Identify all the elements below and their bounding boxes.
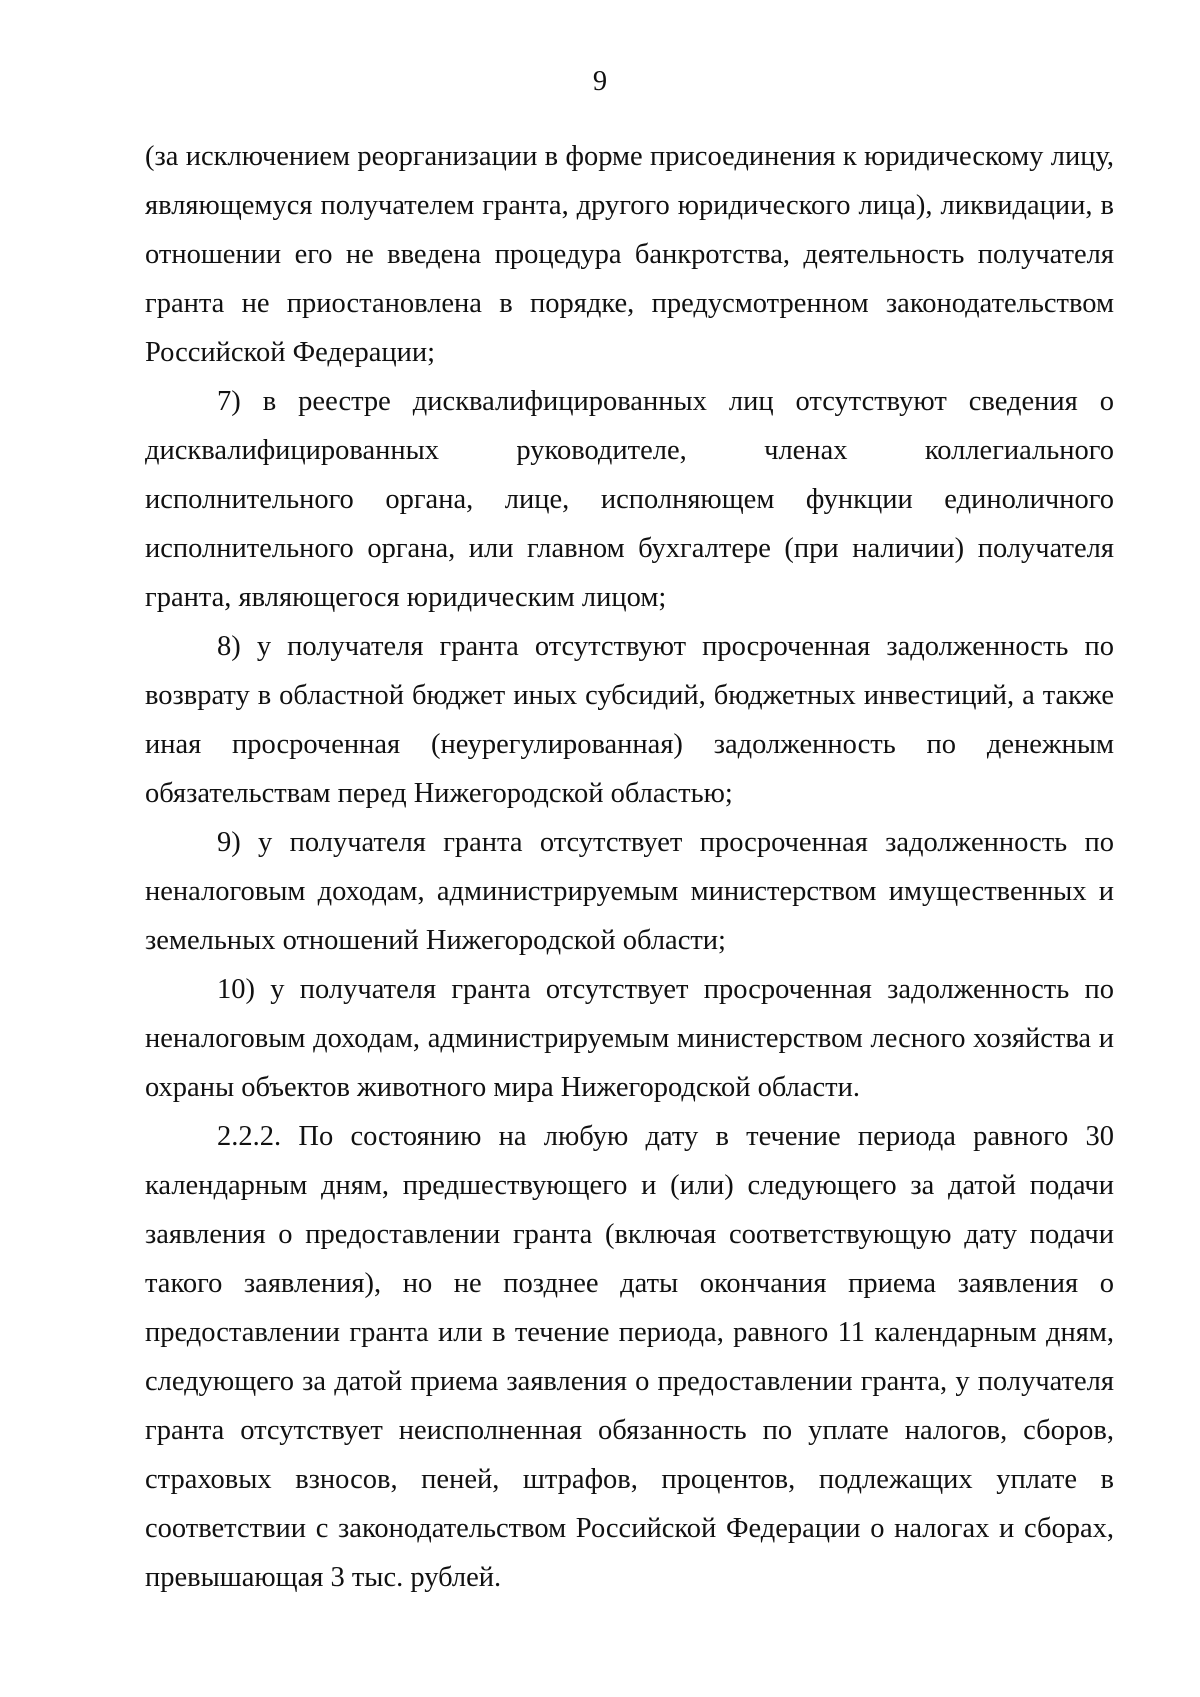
paragraph-item-10: 10) у получателя гранта отсутствует просроченная задолженность по неналоговым доходам, администрируемым министерством лесного хозяйства и охраны объектов животного мира Нижегородской области. [145, 974, 1114, 1103]
paragraph-item-7: 7) в реестре дисквалифицированных лиц отсутствуют сведения о дисквалифицированных руководителе, членах коллегиального исполнительного органа, лице, исполняющем функции единоличного исполнительного органа, или главном бухгалтере (при наличии) получателя гранта, являющегося юридическим лицом; [145, 386, 1114, 613]
document-body [145, 132, 1114, 1602]
paragraph-section-2-2-2: 2.2.2. По состоянию на любую дату в течение периода равного 30 календарным дням, предшествующего и (или) следующего за датой подачи заявления о предоставлении гранта (включая соответствующую дату подачи такого заявления), но не позднее даты окончания приема заявления о предоставлении гранта или в течение периода, равного 11 календарным дням, следующего за датой приема заявления о предоставлении гранта, у получателя гранта отсутствует неисполненная обязанность по уплате налогов, сборов, страховых взносов, пеней, штрафов, процентов, подлежащих уплате в соответствии с законодательством Российской Федерации о налогах и сборах, превышающая 3 тыс. рублей. [145, 1121, 1114, 1593]
paragraph-item-8: 8) у получателя гранта отсутствуют просроченная задолженность по возврату в областной бюджет иных субсидий, бюджетных инвестиций, а также иная просроченная (неурегулированная) задолженность по денежным обязательствам перед Нижегородской областью; [145, 631, 1114, 809]
paragraph-item-9: 9) у получателя гранта отсутствует просроченная задолженность по неналоговым доходам, администрируемым министерством имущественных и земельных отношений Нижегородской области; [145, 827, 1114, 956]
paragraph-continuation: (за исключением реорганизации в форме присоединения к юридическому лицу, являющемуся получателем гранта, другого юридического лица), ликвидации, в отношении его не введена процедура банкротства, деятельность получателя гранта не приостановлена в порядке, предусмотренном законодательством Российской Федерации; [145, 141, 1114, 368]
page-number: 9 [592, 66, 608, 97]
